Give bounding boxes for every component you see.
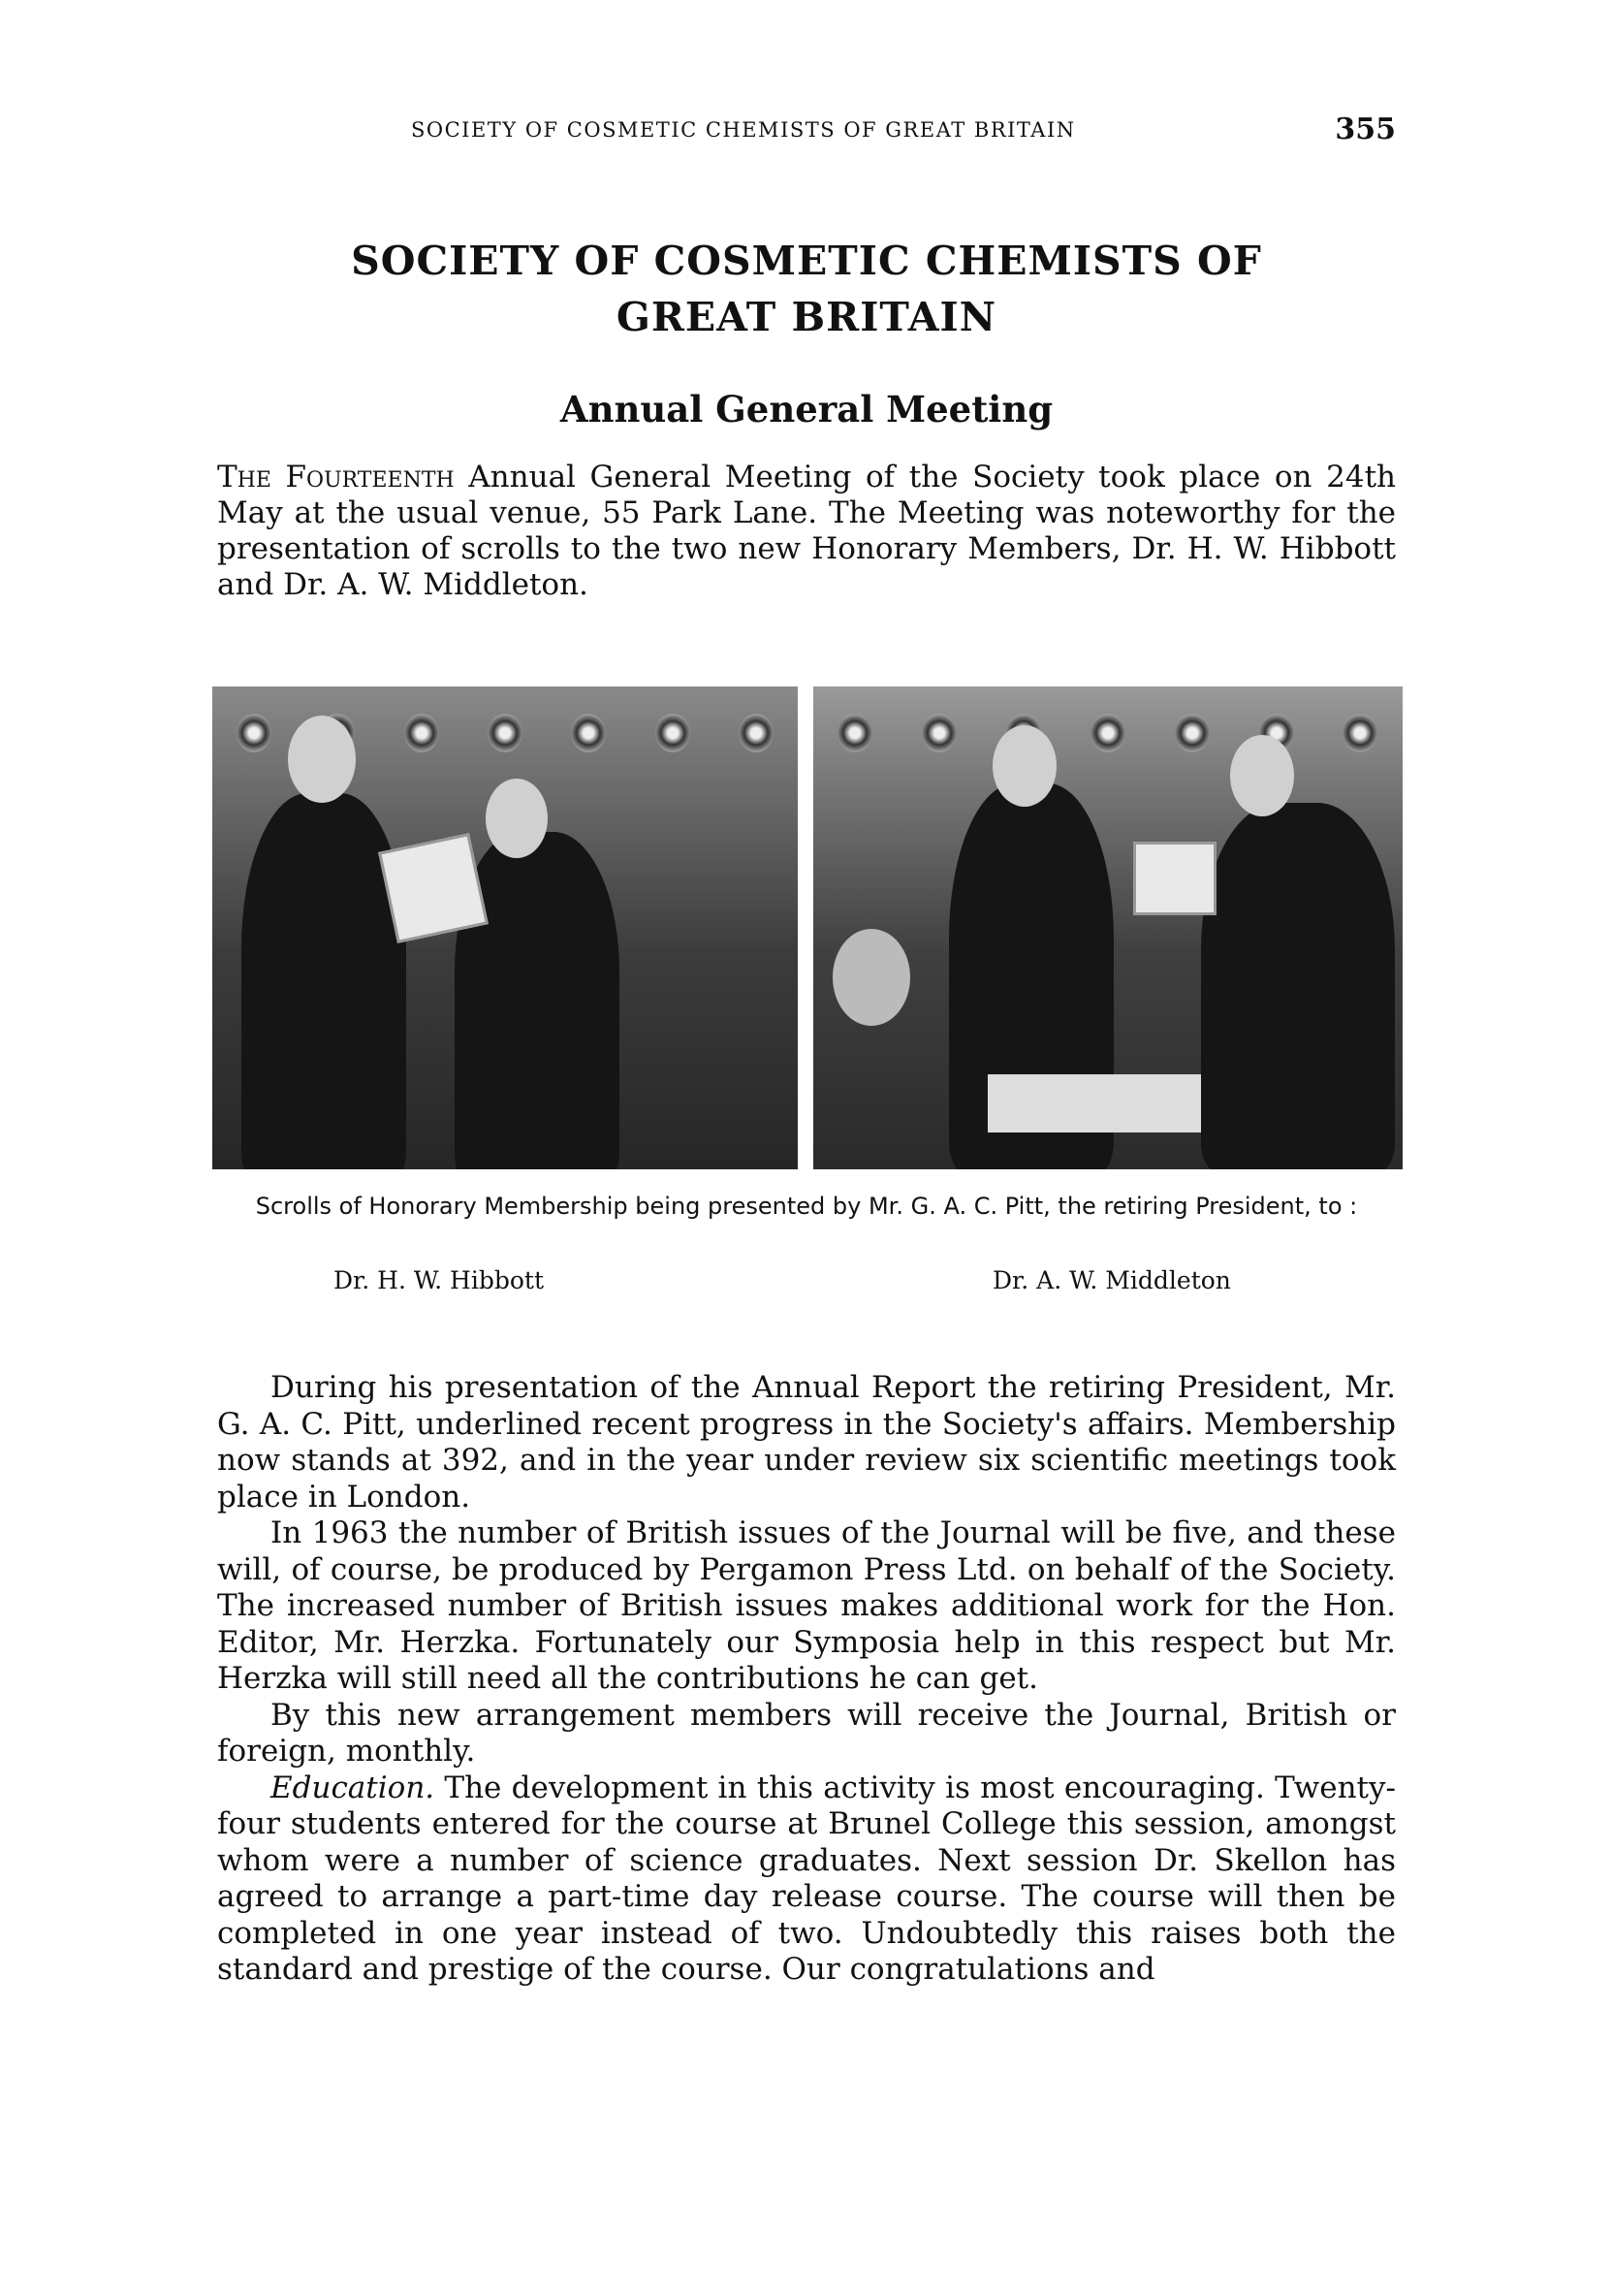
page-number: 355 — [1335, 112, 1396, 146]
figure-head — [1230, 735, 1294, 816]
caption-left-name: Dr. H. W. Hibbott — [333, 1266, 545, 1294]
intro-paragraph — [217, 460, 1396, 603]
table-papers — [988, 1074, 1201, 1132]
running-head-title: SOCIETY OF COSMETIC CHEMISTS OF GREAT BRITAIN — [411, 118, 1076, 142]
education-heading: Education. — [270, 1770, 435, 1805]
body-paragraph-4 — [217, 1770, 1396, 1989]
article-subtitle: Annual General Meeting — [559, 388, 1054, 430]
photo-pair — [212, 686, 1403, 1169]
body-text — [217, 1370, 1396, 1989]
education-text: The development in this activity is most encouraging. Twenty-four students entered for the course at Brunel College this session, amongst whom were a number of science graduates. Next session Dr. Skellon has agreed to arrange a part-time day release course. The course will then be completed in one year instead of two. Undoubtedly this raises both the standard and prestige of the course. Our congratulations and — [217, 1770, 1396, 1987]
title-line-1: SOCIETY OF COSMETIC CHEMISTS OF — [351, 238, 1262, 284]
body-paragraph-3: By this new arrangement members will receive the Journal, British or foreign, monthly. — [217, 1697, 1396, 1769]
body-paragraph-2: In 1963 the number of British issues of the Journal will be five, and these will, of course, be produced by Pergamon Press Ltd. on behalf of the Society. The increased number of British issues makes additional work for the Hon. Editor, Mr. Herzka. Fortunately our Symposia help in this respect but Mr. Herzka will still need all the contributions he can get. — [217, 1515, 1396, 1696]
article-title — [217, 233, 1396, 345]
running-head — [217, 112, 1396, 151]
photo-middleton — [813, 686, 1403, 1169]
body-paragraph-1: During his presentation of the Annual Report the retiring President, Mr. G. A. C. Pitt, underlined recent progress in the Society's affairs. Membership now stands at 392, and in the year under review six scientific meetings took place in London. — [217, 1370, 1396, 1515]
figure-head — [288, 716, 356, 803]
figure-middleton — [1201, 803, 1395, 1169]
title-line-2: GREAT BRITAIN — [616, 294, 997, 340]
figure-head — [993, 725, 1057, 807]
figure-head — [486, 779, 548, 858]
photo-caption: Scrolls of Honorary Membership being presented by Mr. G. A. C. Pitt, the retiring President, to : — [255, 1193, 1358, 1220]
figure-head — [833, 929, 910, 1026]
wall-lamps — [813, 714, 1403, 762]
intro-lead: The Fourteenth — [217, 460, 455, 494]
scroll-image — [378, 833, 489, 943]
photo-hibbott — [212, 686, 798, 1169]
caption-right-name: Dr. A. W. Middleton — [993, 1266, 1231, 1294]
figure-pitt — [241, 793, 406, 1169]
intro-text: Annual General Meeting of the Society took place on 24th May at the usual venue, 55 Park Lane. The Meeting was noteworthy for the presentation of scrolls to the two new Honorary Members, Dr. H. W. Hibbott and Dr. A. W. Middleton. — [217, 460, 1396, 602]
scroll-image — [1133, 842, 1217, 915]
